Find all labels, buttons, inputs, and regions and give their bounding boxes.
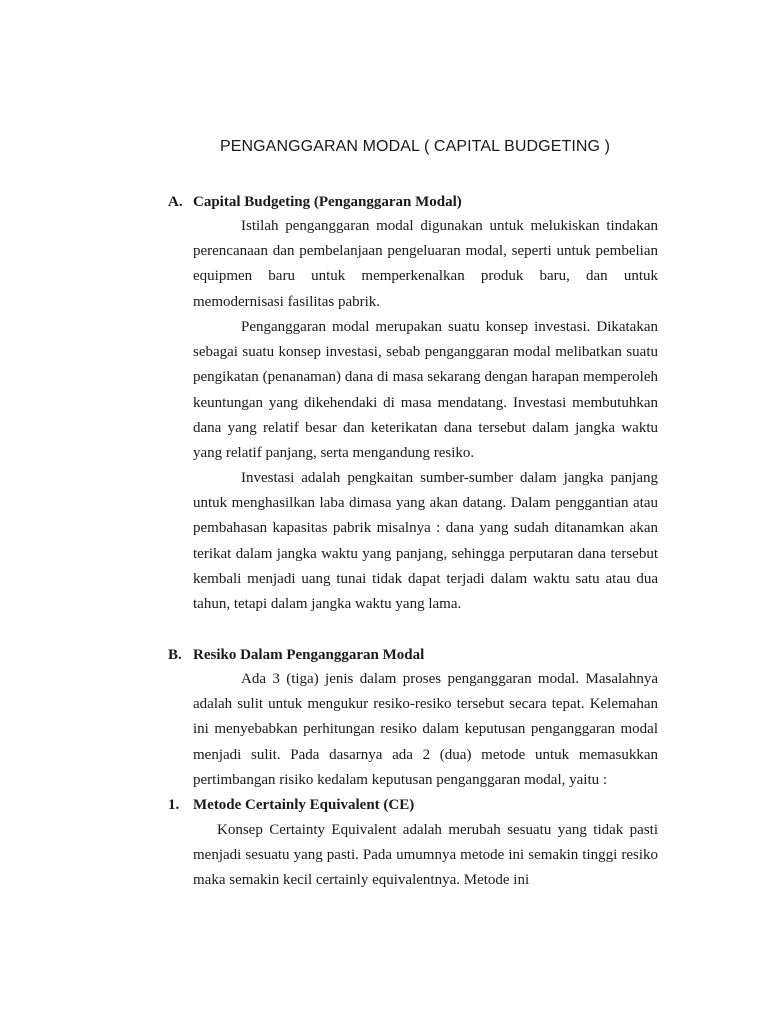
section-b-heading bbox=[168, 643, 658, 667]
section-a bbox=[168, 190, 658, 617]
section-b bbox=[168, 643, 658, 894]
document-title: PENGANGGARAN MODAL ( CAPITAL BUDGETING ) bbox=[219, 138, 611, 155]
section-b-letter: B. bbox=[168, 647, 182, 663]
paragraph: Penganggaran modal merupakan suatu konsep investasi. Dikatakan sebagai suatu konsep investasi, sebab penganggaran modal melibatkan suatu pengikatan (penanaman) dana di masa sekarang dengan harapan memperoleh keuntungan yang dikehendaki di masa mendatang. Investasi membutuhkan dana yang relatif besar dan keterikatan dana tersebut dalam jangka waktu yang relatif panjang, serta mengandung resiko. bbox=[193, 319, 658, 462]
section-a-letter: A. bbox=[168, 194, 183, 210]
section-b-title: Resiko Dalam Penganggaran Modal bbox=[193, 647, 425, 663]
section-b-body bbox=[193, 667, 658, 793]
subsection-1-heading bbox=[168, 793, 658, 818]
section-a-body bbox=[193, 214, 658, 617]
paragraph: Investasi adalah pengkaitan sumber-sumber dalam jangka panjang untuk menghasilkan laba dimasa yang akan datang. Dalam penggantian atau pembahasan kapasitas pabrik misalnya : dana yang sudah ditanamkan akan terikat dalam jangka waktu yang panjang, sehingga perputaran dana tersebut kembali menjadi uang tunai tidak dapat terjadi dalam waktu satu atau dua tahun, tetapi dalam jangka waktu yang lama. bbox=[193, 470, 658, 613]
section-a-heading bbox=[168, 190, 658, 214]
paragraph: Istilah penganggaran modal digunakan untuk melukiskan tindakan perencanaan dan pembelanjaan pengeluaran modal, seperti untuk pembelian equipmen baru untuk memperkenalkan produk baru, dan untuk memodernisasi fasilitas pabrik. bbox=[193, 218, 658, 310]
subsection-1-title: Metode Certainly Equivalent (CE) bbox=[193, 797, 415, 814]
section-a-title: Capital Budgeting (Penganggaran Modal) bbox=[193, 194, 462, 210]
paragraph: Konsep Certainty Equivalent adalah merubah sesuatu yang tidak pasti menjadi sesuatu yang pasti. Pada umumnya metode ini semakin tinggi resiko maka semakin kecil certainly equivalentnya. Metode ini bbox=[193, 822, 658, 889]
subsection-1-body-wrap bbox=[193, 818, 658, 894]
paragraph: Ada 3 (tiga) jenis dalam proses penganggaran modal. Masalahnya adalah sulit untuk mengukur resiko-resiko tersebut secara tepat. Kelemahan ini menyebabkan perhitungan resiko dalam keputusan penganggaran modal menjadi sulit. Pada dasarnya ada 2 (dua) metode untuk memasukkan pertimbangan risiko kedalam keputusan penganggaran modal, yaitu : bbox=[193, 671, 658, 788]
subsection-1-number: 1. bbox=[168, 797, 180, 814]
subsection-1-body bbox=[193, 818, 658, 894]
